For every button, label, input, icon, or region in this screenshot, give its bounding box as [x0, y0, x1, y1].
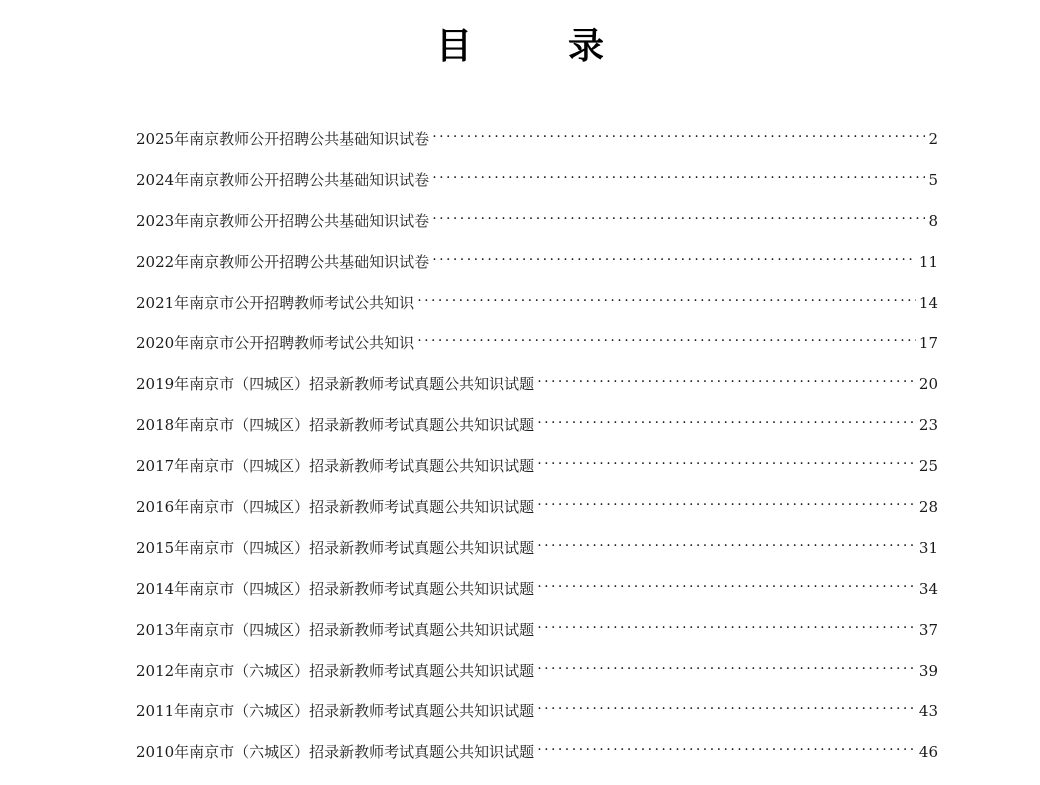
toc-entry-page-number: 2 [928, 130, 938, 148]
toc-entry-title: 2018年南京市（四城区）招录新教师考试真题公共知识试题 [136, 416, 535, 435]
dot-leader [432, 245, 916, 267]
toc-entry-title: 2023年南京教师公开招聘公共基础知识试卷 [136, 211, 430, 230]
toc-entry-title: 2021年南京市公开招聘教师考试公共知识 [136, 293, 415, 312]
table-of-contents [136, 122, 938, 776]
toc-title: 目 录 [435, 26, 634, 67]
toc-entry-title: 2012年南京市（六城区）招录新教师考试真题公共知识试题 [136, 661, 535, 680]
toc-entry-page-number: 31 [918, 538, 938, 557]
dot-leader [537, 694, 916, 716]
toc-entry[interactable] [136, 122, 938, 163]
dot-leader [537, 408, 916, 430]
toc-entry[interactable] [136, 531, 938, 572]
toc-entry-title: 2010年南京市（六城区）招录新教师考试真题公共知识试题 [136, 743, 535, 762]
dot-leader [417, 326, 916, 348]
toc-entry-title: 2019年南京市（四城区）招录新教师考试真题公共知识试题 [136, 375, 535, 394]
dot-leader [432, 122, 925, 144]
toc-entry[interactable] [136, 326, 938, 367]
toc-entry[interactable] [136, 694, 938, 735]
dot-leader [537, 490, 916, 512]
toc-entry-title: 2016年南京市（四城区）招录新教师考试真题公共知识试题 [136, 498, 535, 517]
toc-entry-page-number: 37 [918, 620, 938, 639]
toc-entry-title: 2022年南京教师公开招聘公共基础知识试卷 [136, 252, 430, 271]
toc-entry-title: 2024年南京教师公开招聘公共基础知识试卷 [136, 170, 430, 189]
toc-entry-title: 2015年南京市（四城区）招录新教师考试真题公共知识试题 [136, 538, 535, 557]
dot-leader [537, 613, 916, 635]
toc-entry-page-number: 46 [918, 743, 938, 762]
toc-entry[interactable] [136, 163, 938, 204]
dot-leader [537, 735, 916, 757]
toc-entry-page-number: 17 [918, 334, 938, 353]
toc-entry[interactable] [136, 735, 938, 776]
dot-leader [432, 204, 925, 226]
toc-entry-title: 2013年南京市（四城区）招录新教师考试真题公共知识试题 [136, 620, 535, 639]
dot-leader [537, 367, 916, 389]
toc-entry[interactable] [136, 449, 938, 490]
toc-entry[interactable] [136, 367, 938, 408]
toc-entry[interactable] [136, 245, 938, 286]
dot-leader [537, 572, 916, 594]
dot-leader [537, 449, 916, 471]
dot-leader [537, 654, 916, 676]
toc-entry-page-number: 28 [918, 498, 938, 517]
toc-entry-title: 2017年南京市（四城区）招录新教师考试真题公共知识试题 [136, 457, 535, 476]
toc-entry-page-number: 8 [928, 211, 938, 230]
toc-entry-title: 2014年南京市（四城区）招录新教师考试真题公共知识试题 [136, 579, 535, 598]
toc-entry-page-number: 20 [918, 375, 938, 394]
toc-entry[interactable] [136, 613, 938, 654]
toc-entry-page-number: 25 [918, 457, 938, 476]
toc-entry-title: 2011年南京市（六城区）招录新教师考试真题公共知识试题 [136, 702, 535, 721]
toc-entry[interactable] [136, 490, 938, 531]
dot-leader [537, 531, 916, 553]
toc-entry-page-number: 43 [918, 702, 938, 721]
toc-entry-title: 2020年南京市公开招聘教师考试公共知识 [136, 334, 415, 353]
toc-entry-page-number: 39 [918, 661, 938, 680]
toc-entry[interactable] [136, 654, 938, 695]
toc-entry[interactable] [136, 286, 938, 327]
dot-leader [417, 286, 916, 308]
toc-entry[interactable] [136, 572, 938, 613]
toc-entry-page-number: 11 [918, 252, 938, 271]
toc-entry[interactable] [136, 204, 938, 245]
dot-leader [432, 163, 925, 185]
toc-entry[interactable] [136, 408, 938, 449]
toc-entry-page-number: 23 [918, 416, 938, 435]
toc-entry-page-number: 14 [918, 293, 938, 312]
toc-entry-page-number: 5 [928, 170, 938, 189]
toc-entry-page-number: 34 [918, 579, 938, 598]
toc-entry-title: 2025年南京教师公开招聘公共基础知识试卷 [136, 130, 430, 148]
